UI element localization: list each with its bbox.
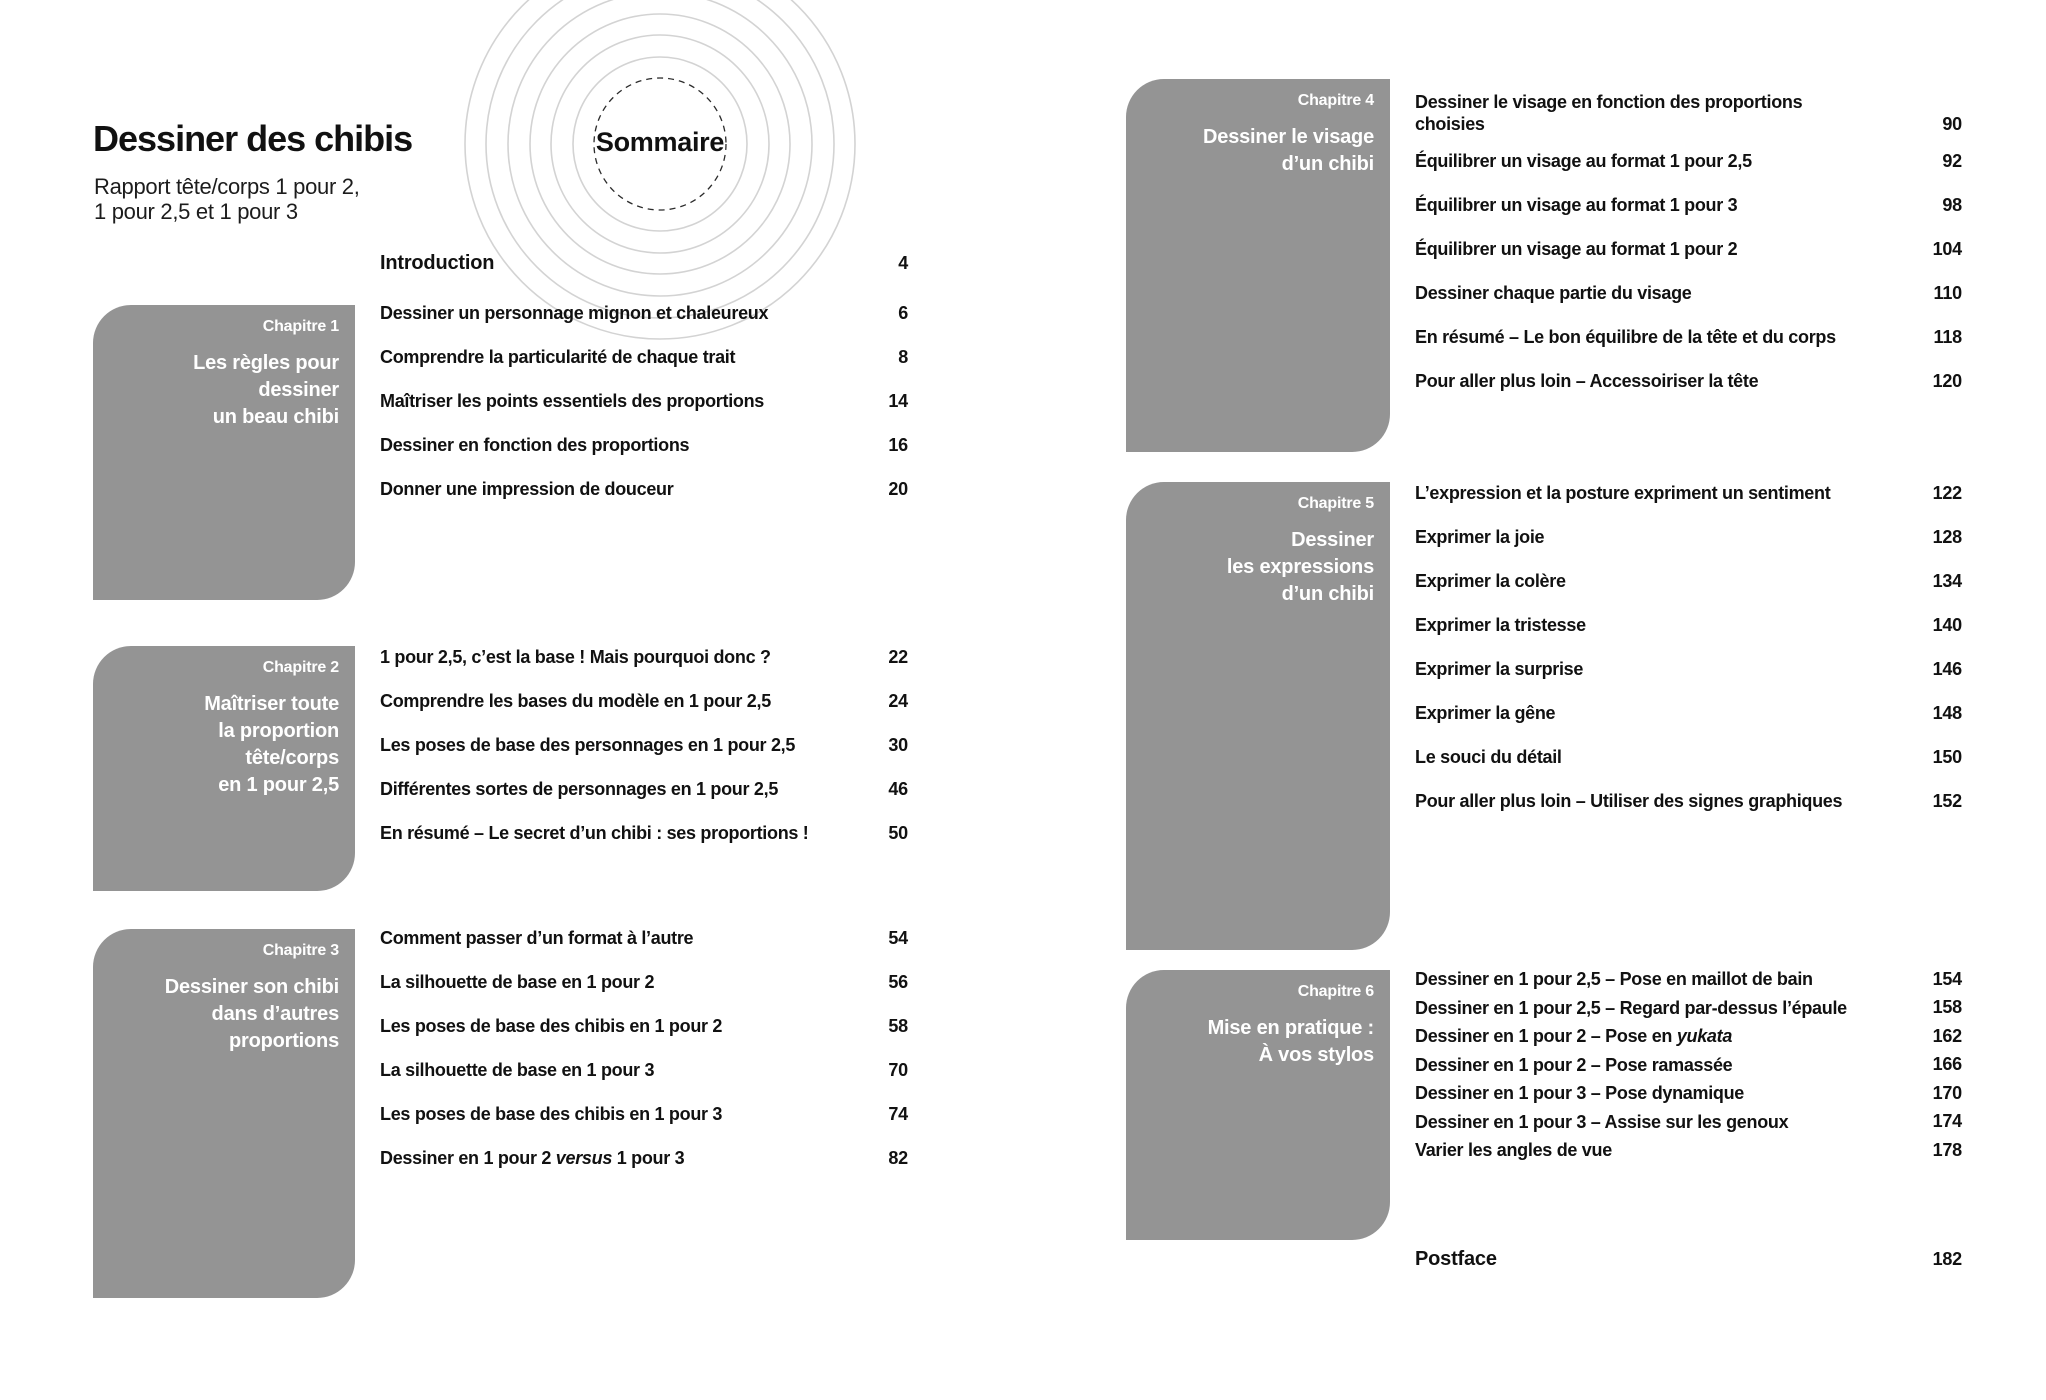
toc-entry-page: 98 bbox=[1942, 194, 1962, 215]
toc-entry-page: 4 bbox=[898, 252, 908, 273]
toc-entry-page: 118 bbox=[1933, 326, 1962, 347]
toc-entry-page: 54 bbox=[888, 927, 908, 948]
toc-entry-label: Les poses de base des chibis en 1 pour 3 bbox=[380, 1104, 723, 1124]
toc-row bbox=[380, 960, 908, 1004]
book-subtitle: Rapport tête/corps 1 pour 2, 1 pour 2,5 et 1 pour 3 bbox=[94, 174, 360, 224]
toc-row bbox=[1415, 1108, 1962, 1137]
toc-entry-label: Exprimer la tristesse bbox=[1415, 615, 1586, 635]
toc-row bbox=[1415, 315, 1962, 359]
chapter-badge: Chapitre 4 bbox=[1297, 92, 1374, 109]
toc-entry-page: 140 bbox=[1932, 614, 1962, 635]
toc-row bbox=[1415, 1022, 1962, 1051]
chapter-block-1 bbox=[93, 305, 355, 600]
chapter-title-line: dessiner bbox=[258, 379, 339, 401]
toc-row bbox=[1415, 559, 1962, 603]
chapter-badge: Chapitre 2 bbox=[262, 659, 339, 676]
toc-entry-page: 170 bbox=[1932, 1082, 1962, 1103]
toc-entry-page: 162 bbox=[1932, 1025, 1962, 1046]
chapter-title-line: tête/corps bbox=[245, 747, 339, 769]
toc-entry-page: 6 bbox=[898, 302, 908, 323]
chapter-block-title bbox=[1138, 1015, 1374, 1069]
toc-entry-page: 120 bbox=[1932, 370, 1962, 391]
chapter-title-line: proportions bbox=[228, 1030, 339, 1052]
toc-entry-label: Différentes sortes de personnages en 1 pour 2,5 bbox=[380, 779, 779, 799]
toc-entry-page: 50 bbox=[888, 822, 908, 843]
toc-entry-label: Exprimer la joie bbox=[1415, 527, 1545, 547]
toc-entry-label: Dessiner en 1 pour 3 – Assise sur les genoux bbox=[1415, 1111, 1789, 1132]
toc-row bbox=[1415, 735, 1962, 779]
chapter-title-line: Mise en pratique : bbox=[1207, 1017, 1374, 1039]
chapter-block-2 bbox=[93, 646, 355, 891]
toc-entry-label: Varier les angles de vue bbox=[1415, 1140, 1612, 1161]
toc-row bbox=[1415, 1079, 1962, 1108]
toc-entry-label: Dessiner chaque partie du visage bbox=[1415, 283, 1692, 303]
toc-entry-label: Donner une impression de douceur bbox=[380, 479, 674, 499]
toc-row bbox=[1415, 994, 1962, 1023]
toc-entry-page: 146 bbox=[1932, 658, 1962, 679]
toc-entry-page: 134 bbox=[1932, 570, 1962, 591]
toc-entry-page: 74 bbox=[888, 1103, 908, 1124]
toc-entry-page: 182 bbox=[1932, 1248, 1962, 1269]
toc-entry-page: 16 bbox=[888, 434, 908, 455]
chapter-block-6 bbox=[1126, 970, 1390, 1240]
toc-entry-label: Équilibrer un visage au format 1 pour 2,5 bbox=[1415, 151, 1752, 171]
toc-entry-label: 1 pour 2,5, c’est la base ! Mais pourquoi donc ? bbox=[380, 647, 771, 667]
toc-entry-page: 148 bbox=[1932, 702, 1962, 723]
chapter-block-3 bbox=[93, 929, 355, 1298]
book-title: Dessiner des chibis bbox=[93, 118, 413, 159]
toc-row bbox=[1415, 691, 1962, 735]
toc-row bbox=[380, 1092, 908, 1136]
toc-row bbox=[380, 1048, 908, 1092]
toc-entry-page: 152 bbox=[1932, 790, 1962, 811]
toc-row bbox=[380, 467, 908, 511]
toc-entry-page: 128 bbox=[1932, 526, 1962, 547]
toc-section-chapter-6 bbox=[1415, 965, 1962, 1165]
toc-entry-page: 174 bbox=[1932, 1111, 1962, 1132]
toc-entry-label: Équilibrer un visage au format 1 pour 3 bbox=[1415, 195, 1738, 215]
chapter-block-title bbox=[1138, 124, 1374, 178]
toc-row bbox=[1415, 515, 1962, 559]
toc-entry-label: Dessiner en 1 pour 2 – Pose en yukata bbox=[1415, 1026, 1733, 1047]
toc-row bbox=[380, 379, 908, 423]
toc-entry-page: 158 bbox=[1932, 997, 1962, 1018]
toc-entry-page: 14 bbox=[888, 390, 908, 411]
toc-row bbox=[1415, 79, 1962, 139]
toc-entry-label: La silhouette de base en 1 pour 3 bbox=[380, 1060, 655, 1080]
chapter-block-title bbox=[1138, 527, 1374, 608]
toc-entry-label: En résumé – Le secret d’un chibi : ses proportions ! bbox=[380, 823, 809, 843]
chapter-title-line: À vos stylos bbox=[1258, 1044, 1374, 1066]
toc-entry-label: Dessiner en 1 pour 2,5 – Pose en maillot de bain bbox=[1415, 969, 1813, 990]
toc-entry-page: 110 bbox=[1933, 282, 1962, 303]
toc-section-chapter-1 bbox=[380, 291, 908, 511]
chapter-block-4 bbox=[1126, 79, 1390, 452]
toc-row bbox=[380, 916, 908, 960]
chapter-title-line: Dessiner bbox=[1291, 529, 1374, 551]
toc-row bbox=[1415, 1136, 1962, 1165]
toc-entry-page: 122 bbox=[1932, 482, 1962, 503]
toc-entry-page: 82 bbox=[888, 1147, 908, 1168]
toc-entry-page: 150 bbox=[1932, 746, 1962, 767]
toc-entry-page: 46 bbox=[888, 778, 908, 799]
toc-row bbox=[1415, 1051, 1962, 1080]
toc-row bbox=[380, 1136, 908, 1180]
chapter-badge: Chapitre 1 bbox=[262, 318, 339, 335]
toc-entry-page: 20 bbox=[888, 478, 908, 499]
toc-row bbox=[1415, 647, 1962, 691]
toc-entry-label: Exprimer la surprise bbox=[1415, 659, 1584, 679]
toc-row bbox=[380, 811, 908, 855]
chapter-title-line: les expressions bbox=[1226, 556, 1374, 578]
chapter-block-title bbox=[105, 691, 339, 799]
toc-entry-page: 56 bbox=[888, 971, 908, 992]
toc-row bbox=[1415, 271, 1962, 315]
toc-section-chapter-5 bbox=[1415, 471, 1962, 823]
toc-section-introduction bbox=[380, 241, 908, 285]
toc-entry-page: 30 bbox=[888, 734, 908, 755]
toc-section-chapter-4 bbox=[1415, 79, 1962, 403]
toc-section-chapter-3 bbox=[380, 916, 908, 1180]
toc-row bbox=[1415, 471, 1962, 515]
toc-entry-page: 154 bbox=[1932, 968, 1962, 989]
toc-entry-page: 70 bbox=[888, 1059, 908, 1080]
toc-entry-label: Pour aller plus loin – Utiliser des signes graphiques bbox=[1415, 791, 1843, 811]
toc-entry-label: L’expression et la posture expriment un sentiment bbox=[1415, 483, 1831, 503]
chapter-badge: Chapitre 6 bbox=[1297, 983, 1374, 1000]
toc-entry-page: 178 bbox=[1932, 1139, 1962, 1160]
toc-entry-label: Dessiner en fonction des proportions bbox=[380, 435, 690, 455]
chapter-title-line: Dessiner son chibi bbox=[164, 976, 339, 998]
toc-entry-label: Équilibrer un visage au format 1 pour 2 bbox=[1415, 239, 1738, 259]
sommaire-label: Sommaire bbox=[595, 127, 725, 157]
chapter-block-title bbox=[105, 350, 339, 431]
chapter-block-title bbox=[105, 974, 339, 1055]
chapter-badge: Chapitre 3 bbox=[262, 942, 339, 959]
chapter-title-line: Maîtriser toute bbox=[204, 693, 339, 715]
toc-row bbox=[380, 679, 908, 723]
toc-row bbox=[380, 767, 908, 811]
toc-entry-page: 92 bbox=[1942, 150, 1962, 171]
toc-section-postface bbox=[1415, 1237, 1962, 1281]
toc-entry-label: Exprimer la gêne bbox=[1415, 703, 1556, 723]
chapter-title-line: Les règles pour bbox=[193, 352, 339, 374]
toc-entry-label: Postface bbox=[1415, 1248, 1497, 1270]
toc-row bbox=[380, 241, 908, 285]
toc-entry-label: Dessiner le visage en fonction des proportions choisies bbox=[1415, 92, 1803, 134]
toc-entry-label: Dessiner en 1 pour 2 – Pose ramassée bbox=[1415, 1054, 1733, 1075]
chapter-title-line: d’un chibi bbox=[1281, 153, 1374, 175]
toc-row bbox=[1415, 183, 1962, 227]
chapter-title-line: dans d’autres bbox=[211, 1003, 339, 1025]
chapter-title-line: Dessiner le visage bbox=[1203, 126, 1374, 148]
toc-row bbox=[380, 291, 908, 335]
toc-row bbox=[380, 635, 908, 679]
toc-row bbox=[1415, 779, 1962, 823]
toc-entry-page: 90 bbox=[1942, 114, 1962, 134]
toc-row bbox=[380, 1004, 908, 1048]
toc-row bbox=[380, 335, 908, 379]
toc-entry-label: En résumé – Le bon équilibre de la tête et du corps bbox=[1415, 327, 1836, 347]
toc-entry-label: Dessiner un personnage mignon et chaleureux bbox=[380, 303, 769, 323]
toc-entry-page: 58 bbox=[888, 1015, 908, 1036]
toc-entry-page: 22 bbox=[888, 646, 908, 667]
toc-entry-label: Les poses de base des personnages en 1 pour 2,5 bbox=[380, 735, 796, 755]
toc-entry-label: La silhouette de base en 1 pour 2 bbox=[380, 972, 655, 992]
chapter-title-line: en 1 pour 2,5 bbox=[218, 774, 339, 796]
toc-row bbox=[1415, 965, 1962, 994]
toc-row bbox=[1415, 603, 1962, 647]
toc-row bbox=[1415, 359, 1962, 403]
toc-row bbox=[1415, 1237, 1962, 1281]
toc-entry-label: Comprendre les bases du modèle en 1 pour 2,5 bbox=[380, 691, 771, 711]
chapter-block-5 bbox=[1126, 482, 1390, 950]
toc-entry-label: Dessiner en 1 pour 3 – Pose dynamique bbox=[1415, 1083, 1745, 1104]
toc-row bbox=[1415, 227, 1962, 271]
toc-entry-label: Le souci du détail bbox=[1415, 747, 1562, 767]
toc-entry-label: Comprendre la particularité de chaque trait bbox=[380, 347, 736, 367]
toc-row bbox=[380, 423, 908, 467]
toc-entry-label: Exprimer la colère bbox=[1415, 571, 1566, 591]
toc-entry-label: Introduction bbox=[380, 252, 495, 274]
toc-entry-page: 24 bbox=[888, 690, 908, 711]
chapter-title-line: un beau chibi bbox=[212, 406, 339, 428]
toc-entry-page: 104 bbox=[1932, 238, 1962, 259]
toc-entry-label: Les poses de base des chibis en 1 pour 2 bbox=[380, 1016, 723, 1036]
toc-entry-page: 166 bbox=[1932, 1054, 1962, 1075]
toc-entry-label: Dessiner en 1 pour 2 versus 1 pour 3 bbox=[380, 1148, 685, 1168]
chapter-title-line: la proportion bbox=[218, 720, 339, 742]
toc-entry-page: 8 bbox=[898, 346, 908, 367]
toc-entry-label: Comment passer d’un format à l’autre bbox=[380, 928, 694, 948]
toc-entry-label: Pour aller plus loin – Accessoiriser la tête bbox=[1415, 371, 1759, 391]
toc-row bbox=[380, 723, 908, 767]
toc-section-chapter-2 bbox=[380, 635, 908, 855]
toc-row bbox=[1415, 139, 1962, 183]
toc-entry-label: Maîtriser les points essentiels des proportions bbox=[380, 391, 765, 411]
toc-entry-label: Dessiner en 1 pour 2,5 – Regard par-dessus l’épaule bbox=[1415, 997, 1847, 1018]
chapter-badge: Chapitre 5 bbox=[1297, 495, 1374, 512]
chapter-title-line: d’un chibi bbox=[1281, 583, 1374, 605]
